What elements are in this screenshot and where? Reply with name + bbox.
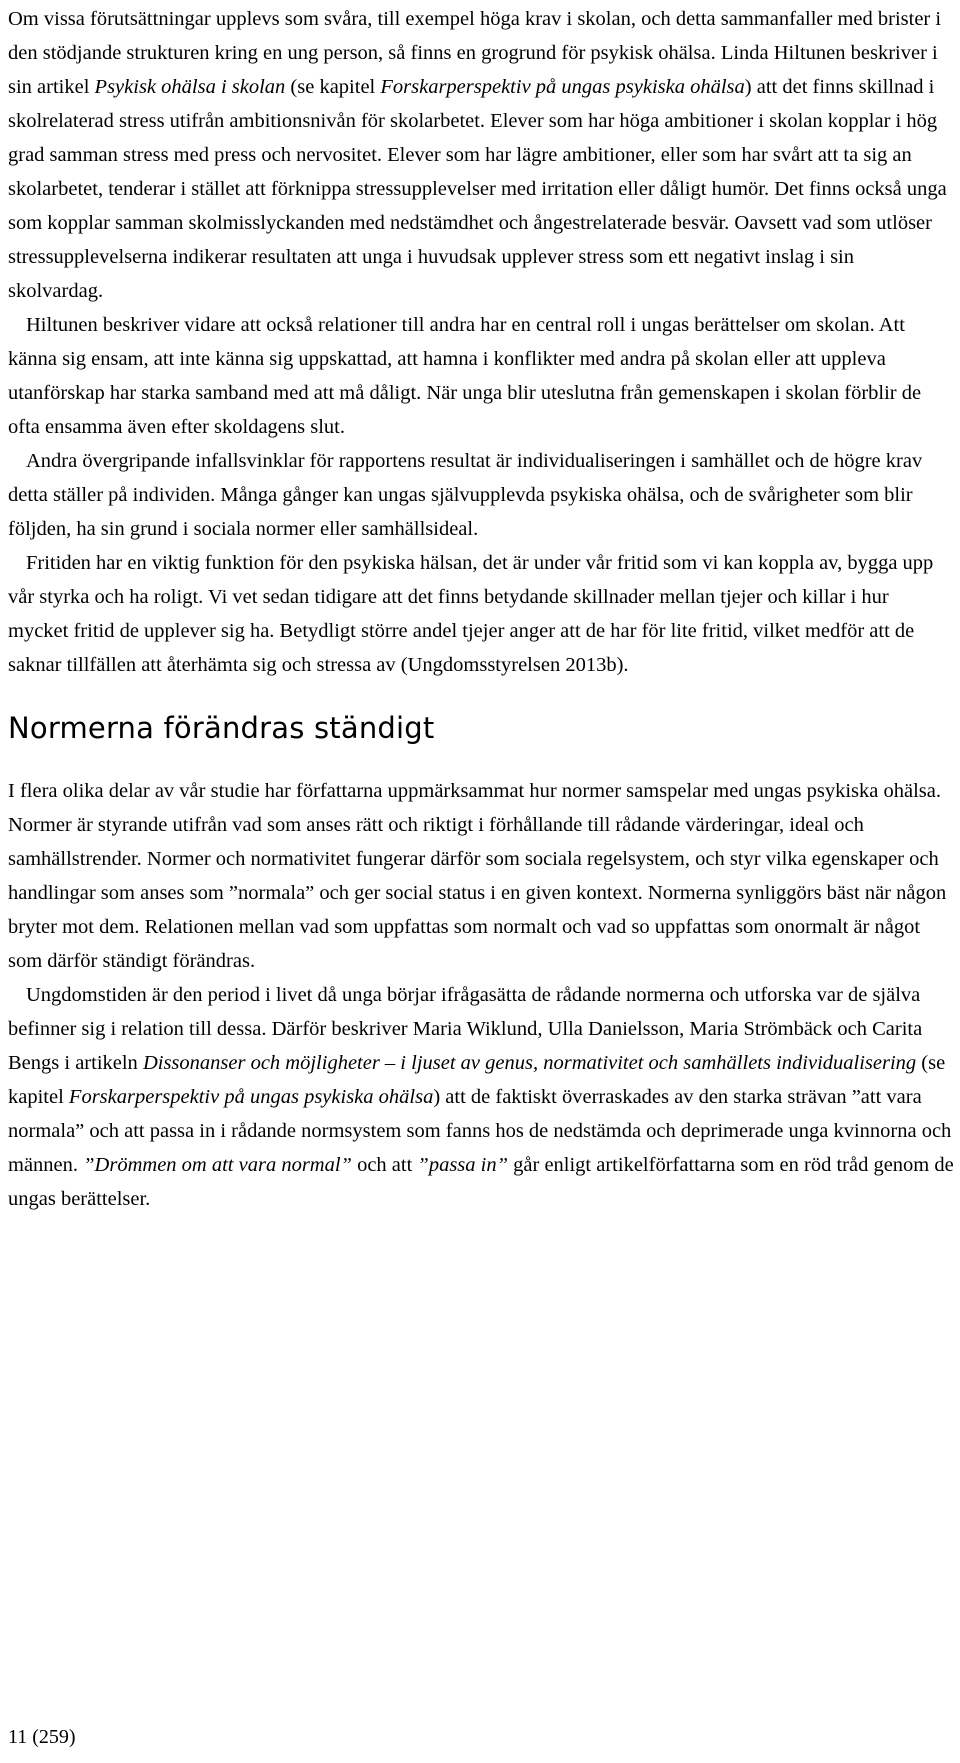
italic-chapter-title: Forskarperspektiv på ungas psykiska ohälsa bbox=[68, 1086, 434, 1108]
text-run: Ungdomstiden är den period i livet då unga börjar ifrågasätta de rådande normerna och utforska var de själva befinner sig i relation till dessa. Därför beskriver Maria Wiklund, Ulla Danielsson, Maria Strömbäck och Carita Bengs i artikeln bbox=[8, 984, 923, 1074]
text-run: går enligt artikelförfattarna som en röd tråd genom de ungas berättelser. bbox=[8, 1154, 954, 1210]
section-heading: Normerna förändras ständigt bbox=[8, 711, 435, 745]
paragraph-norms: I flera olika delar av vår studie har författarna uppmärksammat hur normer samspelar med ungas psykiska ohälsa. Normer är styrande utifrån vad som anses rätt och riktigt i förhållande till rådande värderingar, ideal och samhällstrender. Normer och normativitet fungerar därför som sociala regelsystem, och styr vilka egenskaper och handlingar som anses som ”normala” och ger social status i en given kontext. Normerna synliggörs bäst när någon bryter mot dem. Relationen mellan vad som uppfattas som normalt och vad so uppfattas som onormalt är något som därför ständigt förändras. bbox=[8, 780, 947, 972]
document-body bbox=[8, 2, 954, 1216]
italic-article-title: Psykisk ohälsa i skolan bbox=[94, 76, 286, 98]
paragraph-individualisation: Andra övergripande infallsvinklar för rapportens resultat är individualiseringen i samhället och de högre krav detta ställer på individen. Många gånger kan ungas självupplevda psykiska ohälsa, och de svårigheter som blir följden, ha sin grund i sociala normer eller samhällsideal. bbox=[8, 450, 923, 540]
text-run: och att bbox=[351, 1154, 418, 1176]
paragraph-youth-norms bbox=[8, 978, 954, 1216]
text-run: ) att de faktiskt överraskades av den starka strävan ”att vara normala” och att passa in i rådande normsystem som fanns hos de nedstämda och deprimerade unga kvinnorna och männen. bbox=[8, 1086, 952, 1176]
page-number: 11 (259) bbox=[8, 1726, 76, 1748]
text-run: Om vissa förutsättningar upplevs som svåra, till exempel höga krav i skolan, och detta sammanfaller med brister i den stödjande strukturen kring en ung person, så finns en grogrund för psykisk ohälsa. Linda Hiltunen beskriver i sin artikel bbox=[8, 8, 942, 98]
paragraph-relations: Hiltunen beskriver vidare att också relationer till andra har en central roll i ungas berättelser om skolan. Att känna sig ensam, att inte känna sig uppskattad, att hamna i konflikter med andra på skolan eller att uppleva utanförskap har starka samband med att må dåligt. När unga blir uteslutna från gemenskapen i skolan förblir de ofta ensamma även efter skoldagens slut. bbox=[8, 314, 922, 438]
italic-chapter-title: Forskarperspektiv på ungas psykiska ohälsa bbox=[380, 76, 745, 98]
text-run: (se kapitel bbox=[285, 76, 381, 98]
italic-quote: ”Drömmen om att vara normal” bbox=[83, 1154, 352, 1176]
paragraph-leisure: Fritiden har en viktig funktion för den psykiska hälsan, det är under vår fritid som vi kan koppla av, bygga upp vår styrka och ha roligt. Vi vet sedan tidigare att det finns betydande skillnader mellan tjejer och killar i hur mycket fritid de upplever sig ha. Betydligt större andel tjejer anger att de har för lite fritid, vilket medför att de saknar tillfällen att återhämta sig och stressa av (Ungdomsstyrelsen 2013b). bbox=[8, 552, 934, 676]
text-run: (se kapitel bbox=[8, 1052, 946, 1108]
italic-article-title: Dissonanser och möjligheter – i ljuset av genus, normativitet och samhällets individualisering bbox=[142, 1052, 917, 1074]
italic-quote: ”passa in” bbox=[417, 1154, 509, 1176]
paragraph-school-stress bbox=[8, 2, 954, 308]
text-run: ) att det finns skillnad i skolrelaterad stress utifrån ambitionsnivån för skolarbetet. Elever som har höga ambitioner i skolan kopplar i hög grad samman stress med press och nervositet. Elever som har lägre ambitioner, eller som har svårt att ta sig an skolarbetet, tenderar i stället att förknippa stressupplevelser med irritation eller dåligt humör. Det finns också unga som kopplar samman skolmisslyckanden med nedstämdhet och ångestrelaterade besvär. Oavsett vad som utlöser stressupplevelserna indikerar resultaten att unga i huvudsak upplever stress som ett negativt inslag i sin skolvardag. bbox=[8, 76, 947, 302]
